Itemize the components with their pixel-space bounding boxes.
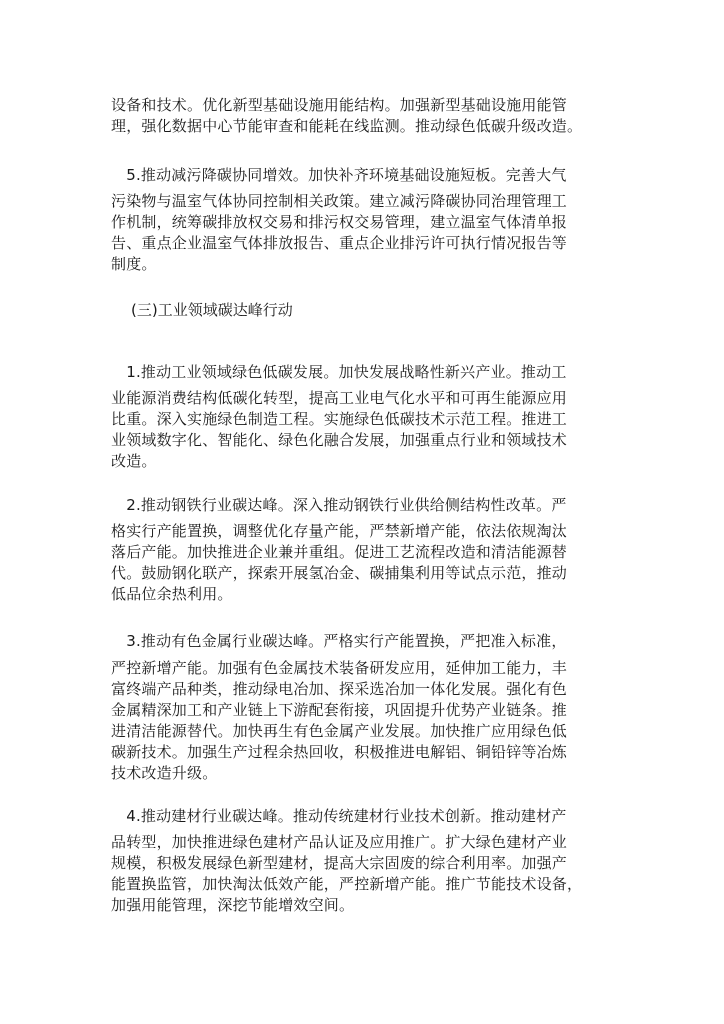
- paragraph-item-2-steel: [111, 495, 623, 605]
- text-line: 5.推动减污降碳协同增效。加快补齐环境基础设施短板。完善大气: [111, 166, 567, 184]
- text-line: 技术改造升级。: [111, 764, 218, 782]
- text-line: 制度。: [111, 255, 157, 273]
- text-line: 落后产能。加快推进企业兼并重组。促进工艺流程改造和清洁能源替: [111, 543, 568, 561]
- text-line: 加强用能管理，深挖节能增效空间。: [111, 896, 355, 914]
- text-line: 4.推动建材行业碳达峰。推动传统建材行业技术创新。推动建材产: [111, 807, 567, 825]
- text-line: 改造。: [111, 452, 157, 470]
- text-line: 品转型，加快推进绿色建材产品认证及应用推广。扩大绿色建材产业: [111, 833, 568, 851]
- text-line: 1.推动工业领域绿色低碳发展。加快发展战略性新兴产业。推动工: [111, 363, 567, 381]
- text-line: 格实行产能置换，调整优化存量产能，严禁新增产能，依法依规淘汰: [111, 522, 568, 540]
- text-line: 污染物与温室气体协同控制相关政策。建立减污降碳协同治理管理工: [111, 192, 568, 210]
- text-line: 代。鼓励钢化联产，探索开展氢冶金、碳捕集利用等试点示范，推动: [111, 564, 568, 582]
- text-line: 理，强化数据中心节能审查和能耗在线监测。推动绿色低碳升级改造。: [111, 117, 583, 135]
- paragraph-infrastructure-energy: [111, 95, 623, 137]
- text-line: 2.推动钢铁行业碳达峰。深入推动钢铁行业供给侧结构性改革。严: [111, 496, 567, 514]
- text-line: 作机制，统筹碳排放权交易和排污权交易管理，建立温室气体清单报: [111, 213, 568, 231]
- text-line: 金属精深加工和产业链上下游配套衔接，巩固提升优势产业链条。推: [111, 701, 568, 719]
- text-line: 告、重点企业温室气体排放报告、重点企业排污许可执行情况报告等: [111, 234, 568, 252]
- text-line: 业能源消费结构低碳化转型，提高工业电气化水平和可再生能源应用: [111, 389, 568, 407]
- section-heading: (三)工业领域碳达峰行动: [131, 301, 293, 319]
- paragraph-item-1-industry: [111, 362, 623, 472]
- text-line: 能置换监管，加快淘汰低效产能，严控新增产能。推广节能技术设备，: [111, 875, 583, 893]
- paragraph-item-3-nonferrous: [111, 631, 623, 784]
- text-line: 富终端产品种类，推动绿电冶加、探采选冶加一体化发展。强化有色: [111, 680, 568, 698]
- text-line: 进清洁能源替代。加快再生有色金属产业发展。加快推广应用绿色低: [111, 722, 568, 740]
- text-line: 业领域数字化、智能化、绿色化融合发展，加强重点行业和领域技术: [111, 431, 568, 449]
- text-line: 比重。深入实施绿色制造工程。实施绿色低碳技术示范工程。推进工: [111, 410, 568, 428]
- text-line: 规模，积极发展绿色新型建材，提高大宗固废的综合利用率。加强产: [111, 854, 568, 872]
- text-line: 碳新技术。加强生产过程余热回收，积极推进电解铝、铜铅锌等冶炼: [111, 743, 568, 761]
- paragraph-item-4-building-materials: [111, 806, 623, 916]
- text-line: 设备和技术。优化新型基础设施用能结构。加强新型基础设施用能管: [111, 96, 568, 114]
- text-line: 低品位余热利用。: [111, 585, 233, 603]
- paragraph-item-5-pollution-carbon: [111, 165, 623, 275]
- text-line: 3.推动有色金属行业碳达峰。严格实行产能置换，严把准入标准，: [111, 632, 567, 650]
- text-line: 严控新增产能。加强有色金属技术装备研发应用，延伸加工能力，丰: [111, 659, 568, 677]
